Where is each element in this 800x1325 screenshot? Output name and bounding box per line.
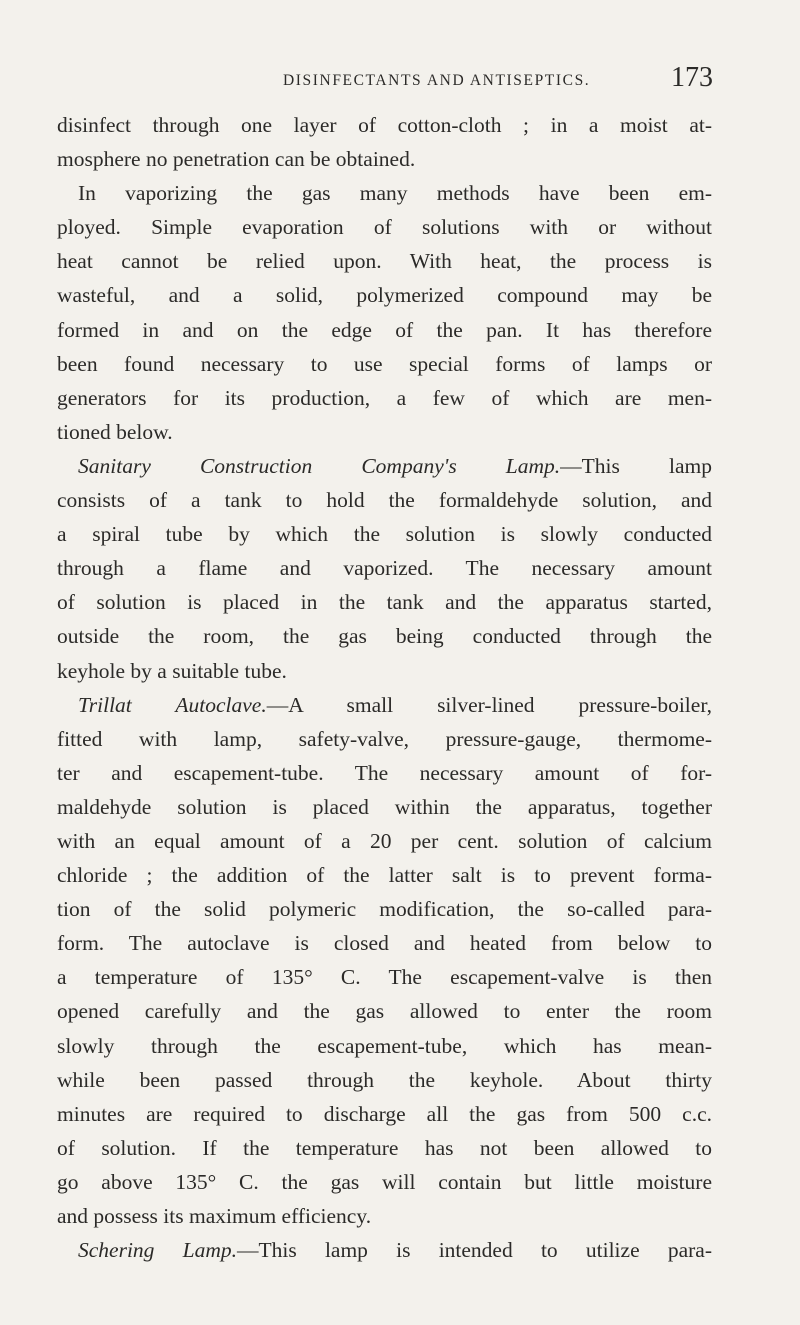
line-text: ter and escapement-tube. The necessary amount of for-	[57, 760, 712, 785]
line-text: fitted with lamp, safety-valve, pressure-gauge, thermome-	[57, 726, 712, 751]
line-text: formed in and on the edge of the pan. It has therefore	[57, 317, 712, 342]
line-text: In vaporizing the gas many methods have been em-	[78, 181, 712, 206]
text-line	[57, 176, 712, 210]
line-text: ployed. Simple evaporation of solutions with or without	[57, 215, 712, 240]
line-text: and possess its maximum efficiency.	[57, 1204, 372, 1228]
line-text: chloride ; the addition of the latter salt is to prevent forma-	[57, 863, 712, 888]
line-text: a spiral tube by which the solution is slowly conducted	[57, 522, 712, 547]
text-line	[57, 1097, 712, 1131]
line-text: outside the room, the gas being conducted through the	[57, 624, 712, 649]
text-line	[57, 1233, 712, 1267]
text-line	[57, 756, 712, 790]
text-line	[57, 654, 712, 688]
line-text: opened carefully and the gas allowed to enter the room	[57, 999, 712, 1024]
text-line	[57, 244, 712, 278]
text-line	[57, 892, 712, 926]
text-line	[57, 790, 712, 824]
running-title: DISINFECTANTS AND ANTISEPTICS.	[283, 72, 591, 89]
text-line	[57, 415, 712, 449]
text-line	[57, 688, 712, 722]
line-text: maldehyde solution is placed within the apparatus, together	[57, 794, 712, 819]
section-heading-italic: Schering Lamp.	[78, 1238, 237, 1263]
line-text: disinfect through one layer of cotton-cloth ; in a moist at-	[57, 113, 712, 137]
text-line	[57, 1063, 712, 1097]
text-line	[57, 824, 712, 858]
line-text: wasteful, and a solid, polymerized compound may be	[57, 283, 712, 308]
text-line	[57, 1029, 712, 1063]
line-text: been found necessary to use special forms of lamps or	[57, 351, 712, 376]
line-text: a temperature of 135° C. The escapement-valve is then	[57, 965, 712, 990]
text-line	[57, 994, 712, 1028]
line-text: —A small silver-lined pressure-boiler,	[266, 692, 712, 717]
text-line	[57, 1131, 712, 1165]
line-text: form. The autoclave is closed and heated from below to	[57, 931, 712, 956]
line-text: through a flame and vaporized. The necessary amount	[57, 556, 712, 581]
line-text: slowly through the escapement-tube, which has mean-	[57, 1033, 712, 1058]
line-text: while been passed through the keyhole. About thirty	[57, 1067, 712, 1092]
text-line	[57, 278, 712, 312]
line-text: tioned below.	[57, 419, 173, 444]
text-line	[57, 142, 712, 176]
text-line	[57, 313, 712, 347]
text-line	[57, 551, 712, 585]
text-line	[57, 517, 712, 551]
line-text: heat cannot be relied upon. With heat, the process is	[57, 249, 712, 274]
line-text: consists of a tank to hold the formaldehyde solution, and	[57, 488, 712, 513]
line-text: go above 135° C. the gas will contain but little moisture	[57, 1169, 712, 1194]
line-text: minutes are required to discharge all the gas from 500 c.c.	[57, 1101, 712, 1126]
line-text: with an equal amount of a 20 per cent. solution of calcium	[57, 828, 712, 853]
line-text: keyhole by a suitable tube.	[57, 658, 287, 683]
line-text: of solution. If the temperature has not been allowed to	[57, 1135, 712, 1160]
text-line	[57, 585, 712, 619]
text-line	[57, 483, 712, 517]
text-line	[57, 347, 712, 381]
text-line	[57, 619, 712, 653]
section-heading-italic: Trillat Autoclave.	[78, 692, 267, 717]
body-text	[57, 108, 712, 1267]
section-heading-italic: Sanitary Construction Company's Lamp.	[78, 453, 561, 478]
text-line	[57, 1165, 712, 1199]
text-line	[57, 926, 712, 960]
text-line	[57, 1199, 712, 1233]
text-line	[57, 858, 712, 892]
line-text: tion of the solid polymeric modification, the so-called para-	[57, 897, 712, 922]
text-line	[57, 381, 712, 415]
text-line	[57, 210, 712, 244]
line-text: generators for its production, a few of which are men-	[57, 385, 712, 410]
text-line	[57, 108, 712, 142]
line-text: —This lamp	[560, 453, 712, 478]
line-text: —This lamp is intended to utilize para-	[237, 1238, 712, 1263]
text-line	[57, 449, 712, 483]
page-number: 173	[671, 62, 713, 93]
text-line	[57, 960, 712, 994]
text-line	[57, 722, 712, 756]
running-head	[283, 62, 713, 102]
line-text: of solution is placed in the tank and the apparatus started,	[57, 590, 712, 615]
line-text: mosphere no penetration can be obtained.	[57, 147, 416, 172]
